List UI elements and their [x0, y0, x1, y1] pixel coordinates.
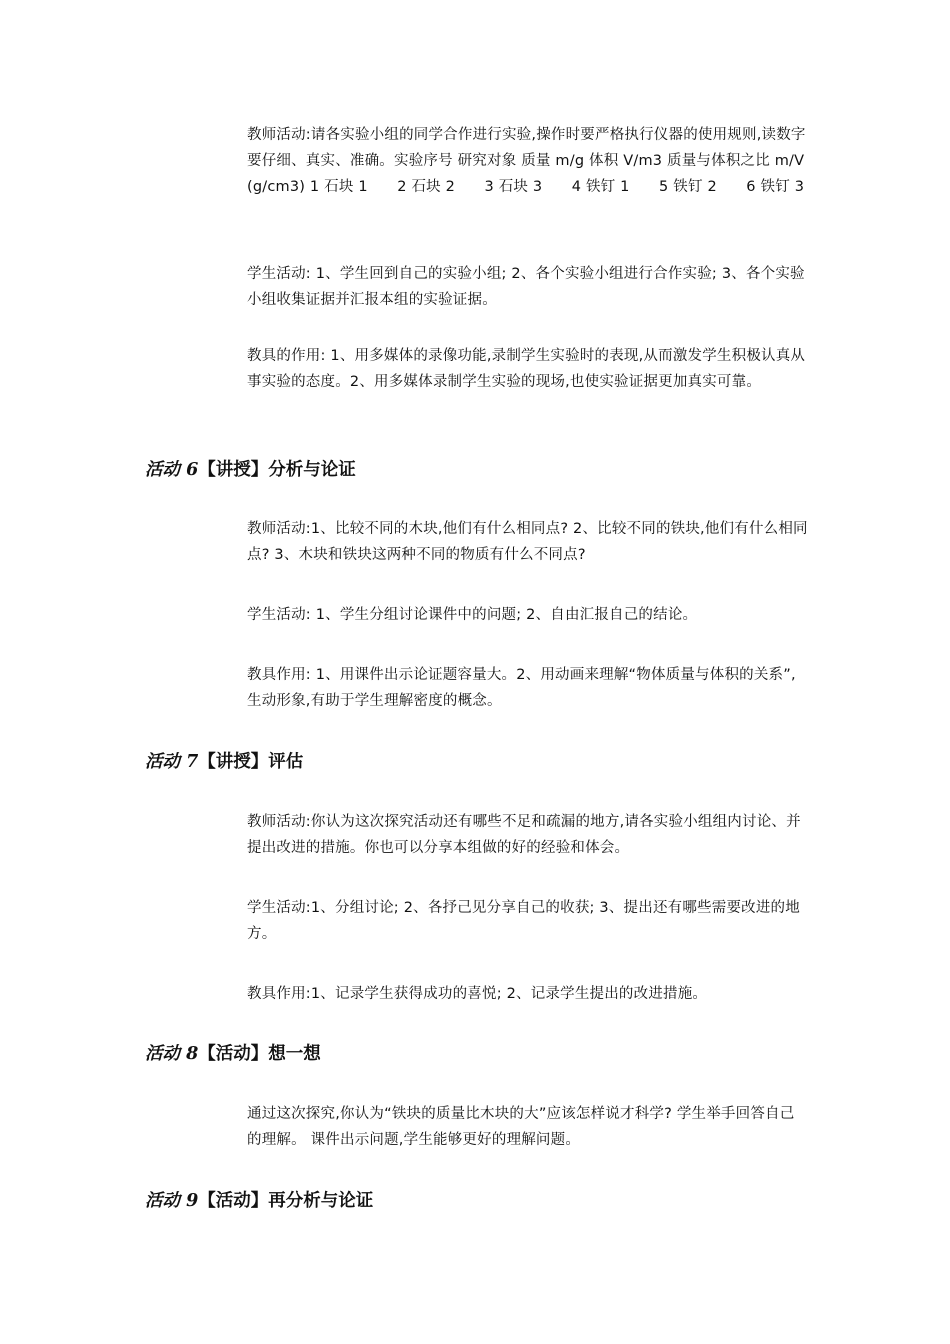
- activity-8-title: 【活动】想一想: [198, 1044, 321, 1064]
- teaching-aid-evaluation: 教具作用:1、记录学生获得成功的喜悦; 2、记录学生提出的改进措施。: [247, 986, 708, 1002]
- activity-9-heading: [145, 1188, 373, 1214]
- activity-9-number: 活动 9: [145, 1191, 199, 1211]
- teaching-aid-experiment: 教具的作用: 1、用多媒体的录像功能,录制学生实验时的表现,从而激发学生积极认真从事实验的态度。2、用多媒体录制学生实验的现场,也使实验证据更加真实可靠。: [247, 348, 806, 390]
- student-activity-analysis: 学生活动: 1、学生分组讨论课件中的问题; 2、自由汇报自己的结论。: [247, 607, 698, 623]
- student-activity-experiment: 学生活动: 1、学生回到自己的实验小组; 2、各个实验小组进行合作实验; 3、各个实验小组收集证据并汇报本组的实验证据。: [247, 266, 805, 308]
- activity-6-title: 【讲授】分析与论证: [198, 460, 356, 480]
- activity-9-title: 【活动】再分析与论证: [198, 1191, 374, 1211]
- teacher-activity-experiment: 教师活动:请各实验小组的同学合作进行实验,操作时要严格执行仪器的使用规则,读数字要仔细、真实、准确。实验序号 研究对象 质量 m/g 体积 V/m3 质量与体积之比 m/V(g/cm3) 1 石块 1 2 石块 2 3 石块 3 4 铁钉 1 5 铁钉 2 6 铁钉 3: [247, 127, 806, 195]
- activity-8-heading: [145, 1041, 321, 1067]
- activity-7-number: 活动 7: [145, 752, 199, 772]
- student-activity-evaluation: 学生活动:1、分组讨论; 2、各抒己见分享自己的收获; 3、提出还有哪些需要改进的地方。: [247, 900, 800, 942]
- teacher-activity-analysis: 教师活动:1、比较不同的木块,他们有什么相同点? 2、比较不同的铁块,他们有什么相同点? 3、木块和铁块这两种不同的物质有什么不同点?: [247, 521, 808, 563]
- teaching-aid-analysis: 教具作用: 1、用课件出示论证题容量大。2、用动画来理解“物体质量与体积的关系”,生动形象,有助于学生理解密度的概念。: [247, 667, 796, 709]
- activity-7-heading: [145, 749, 303, 775]
- think-about-it-text: 通过这次探究,你认为“铁块的质量比木块的大”应该怎样说才科学? 学生举手回答自己的理解。 课件出示问题,学生能够更好的理解问题。: [247, 1106, 795, 1148]
- activity-8-number: 活动 8: [145, 1044, 199, 1064]
- activity-6-heading: [145, 457, 356, 483]
- activity-6-number: 活动 6: [145, 460, 199, 480]
- teacher-activity-evaluation: 教师活动:你认为这次探究活动还有哪些不足和疏漏的地方,请各实验小组组内讨论、并提出改进的措施。你也可以分享本组做的好的经验和体会。: [247, 814, 801, 856]
- activity-7-title: 【讲授】评估: [198, 752, 304, 772]
